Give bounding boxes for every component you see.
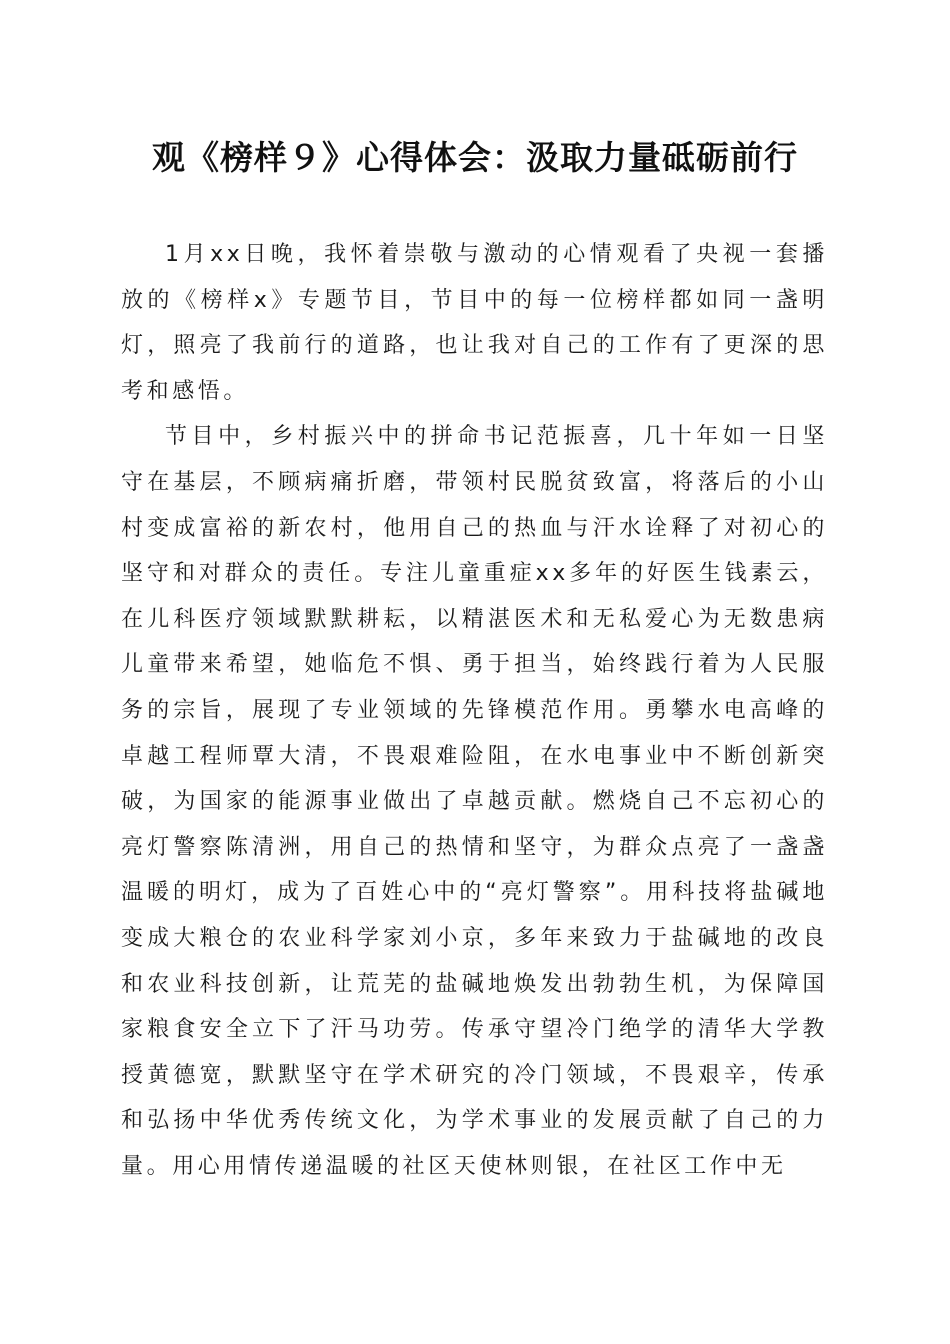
paragraph: 1月xx日晚，我怀着崇敬与激动的心情观看了央视一套播放的《榜样x》专题节目，节目中的每一位榜样都如同一盏明灯，照亮了我前行的道路，也让我对自己的工作有了更深的思考和感悟。 xyxy=(121,242,828,404)
document-body xyxy=(121,232,828,1189)
document-title: 观《榜样９》心得体会：汲取力量砥砺前行 xyxy=(152,138,798,177)
paragraph: 节目中，乡村振兴中的拼命书记范振喜，几十年如一日坚守在基层，不顾病痛折磨，带领村民脱贫致富，将落后的小山村变成富裕的新农村，他用自己的热血与汗水诠释了对初心的坚守和对群众的责任。专注儿童重症xx多年的好医生钱素云，在儿科医疗领域默默耕耘，以精湛医术和无私爱心为无数患病儿童带来希望，她临危不惧、勇于担当，始终践行着为人民服务的宗旨，展现了专业领域的先锋模范作用。勇攀水电高峰的卓越工程师覃大清，不畏艰难险阻，在水电事业中不断创新突破，为国家的能源事业做出了卓越贡献。燃烧自己不忘初心的亮灯警察陈清洲，用自己的热情和坚守，为群众点亮了一盏盏温暖的明灯，成为了百姓心中的“亮灯警察”。用科技将盐碱地变成大粮仓的农业科学家刘小京，多年来致力于盐碱地的改良和农业科技创新，让荒芜的盐碱地焕发出勃勃生机，为保障国家粮食安全立下了汗马功劳。传承守望冷门绝学的清华大学教授黄德宽，默默坚守在学术研究的冷门领域，不畏艰辛，传承和弘扬中华优秀传统文化，为学术事业的发展贡献了自己的力量。用心用情传递温暖的社区天使林则银，在社区工作中无 xyxy=(121,424,828,1179)
